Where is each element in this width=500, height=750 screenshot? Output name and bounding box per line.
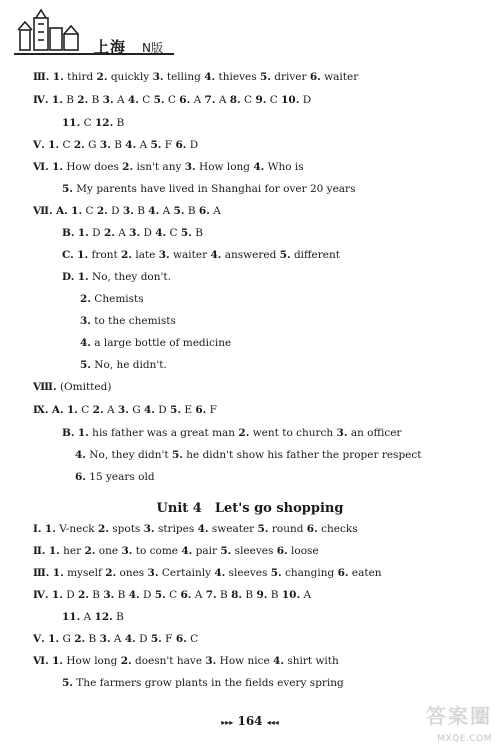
answer-text: B <box>191 227 203 239</box>
answer-text: (Omitted) <box>56 381 112 393</box>
answer-number: 4. <box>214 567 226 579</box>
answer-number: 2. <box>238 427 250 439</box>
answer-line <box>62 270 171 284</box>
answer-text: D <box>139 589 155 601</box>
answer-text: myself <box>63 567 106 579</box>
answer-text: Who is <box>264 161 304 173</box>
answer-number: 2. <box>77 94 89 106</box>
answer-text: E <box>180 404 196 416</box>
answer-line <box>80 336 231 350</box>
answer-number: 3. <box>99 633 111 645</box>
answer-number: 2. <box>80 293 91 305</box>
answer-text: D <box>88 227 104 239</box>
answer-text: A <box>80 611 95 623</box>
answer-number: 2. <box>97 523 109 535</box>
answer-text: D <box>154 404 171 416</box>
answer-text: G <box>128 404 144 416</box>
answer-text: G <box>84 139 100 151</box>
answer-number: 2. <box>121 249 132 261</box>
answer-text: sleeves <box>225 567 271 579</box>
answer-number: 1. <box>77 249 89 261</box>
answer-text: waiter <box>320 71 359 83</box>
answer-text: D <box>186 139 199 151</box>
answer-text: her <box>59 545 85 557</box>
answer-number: 1. <box>77 227 89 239</box>
answer-text: My parents have lived in Shanghai for over 20 years <box>72 183 356 195</box>
answer-number: Ⅵ. <box>33 161 49 173</box>
answer-text: to come <box>132 545 182 557</box>
answer-text: waiter <box>169 249 211 261</box>
answer-line <box>33 93 311 107</box>
answer-number: 2. <box>96 71 108 83</box>
answer-number: 7. <box>205 589 217 601</box>
answer-number: Ⅲ. <box>33 71 50 83</box>
answer-text: How does <box>63 161 123 173</box>
answer-number: 5. <box>259 71 271 83</box>
answer-number: 5. <box>170 404 181 416</box>
answer-number: 3. <box>122 205 134 217</box>
answer-number: 5. <box>173 205 185 217</box>
answer-line <box>33 654 339 668</box>
answer-text: C <box>80 117 95 129</box>
answer-text: A <box>191 589 206 601</box>
answer-number: 12. <box>95 117 114 129</box>
answer-line <box>33 588 311 602</box>
answer-number: 9. <box>256 589 268 601</box>
answer-number: 2. <box>120 655 132 667</box>
watermark-url: MXQE.COM <box>437 734 492 744</box>
answer-number: 3. <box>129 227 141 239</box>
answer-number: 6. <box>306 523 318 535</box>
answer-text: C <box>186 633 199 645</box>
answer-number: 3. <box>152 71 164 83</box>
answer-number: 5. <box>257 523 269 535</box>
answer-text: C <box>138 94 154 106</box>
answer-line <box>33 632 198 646</box>
answer-number: 1. <box>71 205 83 217</box>
answer-line <box>33 566 382 580</box>
answer-number: 4. <box>127 94 139 106</box>
answer-text: V-neck <box>55 523 98 535</box>
answer-line <box>62 426 401 440</box>
answer-line <box>33 380 111 394</box>
answer-line <box>33 138 198 152</box>
answer-text: round <box>268 523 307 535</box>
answer-number: 6. <box>179 94 191 106</box>
answer-text: Chemists <box>90 293 144 305</box>
answer-number: A. <box>51 404 64 416</box>
answer-number: 9. <box>255 94 267 106</box>
answer-number: 6. <box>175 633 187 645</box>
answer-number: 3. <box>117 404 129 416</box>
answer-number: 6. <box>276 545 288 557</box>
answer-text: B <box>216 589 232 601</box>
answer-text: changing <box>281 567 338 579</box>
answer-text: eaten <box>348 567 382 579</box>
answer-text: A <box>110 633 125 645</box>
answer-text: B <box>88 589 104 601</box>
answer-number: 5. <box>62 677 73 689</box>
answer-number: 3. <box>184 161 196 173</box>
answer-number: 1. <box>48 139 60 151</box>
answer-text: went to church <box>249 427 337 439</box>
answer-number: Ⅸ. <box>33 404 49 416</box>
answer-number: 6. <box>175 139 187 151</box>
answer-text: A <box>190 94 205 106</box>
answer-number: 5. <box>62 183 73 195</box>
answer-number: 8. <box>229 94 241 106</box>
answer-line <box>33 522 358 536</box>
answer-text: A <box>136 139 151 151</box>
answer-text: C <box>266 94 282 106</box>
answer-text: an officer <box>347 427 402 439</box>
answer-number: 3. <box>121 545 133 557</box>
answer-number: Ⅲ. <box>33 567 50 579</box>
answer-text: shirt with <box>284 655 339 667</box>
answer-number: 1. <box>77 427 89 439</box>
answer-text: B <box>267 589 282 601</box>
answer-number: 2. <box>77 589 89 601</box>
footer-arrows-left: ▸▸▸ <box>221 718 234 727</box>
answer-text: sweater <box>208 523 258 535</box>
answer-text: stripes <box>154 523 198 535</box>
answer-text: he didn't show his father the proper respect <box>182 449 422 461</box>
answer-text: No, they don't. <box>88 271 171 283</box>
answer-number: Ⅴ. <box>33 633 45 645</box>
answer-text: The farmers grow plants in the fields every spring <box>72 677 344 689</box>
answer-text: A <box>300 589 312 601</box>
answer-number: 3. <box>143 523 155 535</box>
answer-text: different <box>290 249 340 261</box>
answer-text: his father was a great man <box>88 427 239 439</box>
answer-text: Certainly <box>158 567 215 579</box>
answer-text: B <box>113 117 125 129</box>
answer-text: C <box>59 139 74 151</box>
answer-number: 2. <box>122 161 134 173</box>
answer-text: B <box>110 139 126 151</box>
answer-number: 4. <box>204 71 216 83</box>
answer-line <box>62 116 124 130</box>
answer-number: 8. <box>231 589 243 601</box>
answer-number: 3. <box>103 589 115 601</box>
answer-number: 4. <box>197 523 209 535</box>
answer-line <box>62 248 340 262</box>
answer-number: Ⅵ. <box>33 655 49 667</box>
answer-number: 4. <box>128 589 140 601</box>
answer-number: 5. <box>171 449 183 461</box>
watermark <box>416 700 494 744</box>
answer-text: doesn't have <box>131 655 206 667</box>
answer-text: A <box>114 227 130 239</box>
answer-number: 4. <box>75 449 86 461</box>
answer-text: ones <box>116 567 148 579</box>
answer-text: C <box>165 589 181 601</box>
answer-text: one <box>95 545 122 557</box>
answer-number: 3. <box>147 567 159 579</box>
answer-number: Ⅱ. <box>33 545 46 557</box>
answer-number: 5. <box>220 545 232 557</box>
answer-text: How long <box>63 655 121 667</box>
answer-text: A <box>103 404 118 416</box>
answer-number: 3. <box>158 249 170 261</box>
answer-number: 2. <box>92 404 104 416</box>
answer-text: No, they didn't <box>85 449 172 461</box>
answer-number: 5. <box>150 633 162 645</box>
answer-number: 5. <box>150 139 162 151</box>
answer-line <box>75 448 421 462</box>
answer-line <box>62 226 203 240</box>
answer-number: 10. <box>281 94 300 106</box>
answer-number: 1. <box>51 94 63 106</box>
answer-text: A <box>159 205 174 217</box>
answer-number: 6. <box>337 567 349 579</box>
answer-number: Ⅴ. <box>33 139 45 151</box>
answer-text: B <box>114 589 129 601</box>
answer-number: 4. <box>253 161 265 173</box>
answer-number: 2. <box>74 633 86 645</box>
answer-number: 4. <box>124 633 136 645</box>
answer-number: 11. <box>62 611 81 623</box>
page-number: 164 <box>237 714 263 728</box>
answer-text: quickly <box>107 71 153 83</box>
answer-text: third <box>63 71 97 83</box>
answer-text: D <box>299 94 312 106</box>
answer-number: 3. <box>205 655 217 667</box>
answer-text: B <box>242 589 257 601</box>
answer-text: C <box>166 227 181 239</box>
answer-number: C. <box>62 249 74 261</box>
answer-text: pair <box>192 545 221 557</box>
answer-number: 3. <box>336 427 348 439</box>
unit-title: Unit 4 Let's go shopping <box>156 501 344 516</box>
answer-text: sleeves <box>231 545 277 557</box>
answer-number: 4. <box>125 139 137 151</box>
answer-text: isn't any <box>133 161 185 173</box>
answer-line <box>80 358 167 372</box>
answer-text: B <box>85 633 100 645</box>
answer-number: 3. <box>80 315 91 327</box>
answer-line <box>75 470 155 484</box>
answer-line <box>80 292 144 306</box>
answer-number: 1. <box>77 271 89 283</box>
answer-text: late <box>132 249 159 261</box>
answer-number: Ⅳ. <box>33 94 49 106</box>
answer-number: 6. <box>309 71 321 83</box>
answer-number: 1. <box>48 633 60 645</box>
answer-text: answered <box>221 249 280 261</box>
answer-line <box>33 403 217 417</box>
answer-text: B <box>112 611 124 623</box>
answer-text: F <box>161 633 176 645</box>
answer-number: 5. <box>80 359 91 371</box>
answer-number: 5. <box>279 249 291 261</box>
answer-number: Ⅳ. <box>33 589 49 601</box>
answer-number: 12. <box>94 611 113 623</box>
answer-text: spots <box>108 523 144 535</box>
watermark-logo: 答案圈 <box>426 704 492 728</box>
answer-text: D <box>62 589 78 601</box>
answer-number: 5. <box>154 589 166 601</box>
answer-text: How nice <box>216 655 274 667</box>
answer-number: A. <box>56 205 68 217</box>
answer-line <box>33 544 319 558</box>
answer-number: 4. <box>155 227 167 239</box>
answer-number: 1. <box>66 404 78 416</box>
answer-text: B <box>184 205 199 217</box>
answer-number: 6. <box>195 404 207 416</box>
answer-text: checks <box>317 523 358 535</box>
answer-text: F <box>161 139 176 151</box>
answer-text: G <box>59 633 75 645</box>
answer-text: B <box>62 94 78 106</box>
answer-number: 7. <box>204 94 216 106</box>
answer-text: a large bottle of medicine <box>90 337 232 349</box>
answer-number: Ⅰ. <box>33 523 42 535</box>
answer-text: thieves <box>215 71 260 83</box>
answer-number: 5. <box>153 94 165 106</box>
page-header <box>14 4 194 60</box>
answer-number: 2. <box>84 545 96 557</box>
answer-number: 1. <box>44 523 56 535</box>
answer-text: A <box>209 205 221 217</box>
answer-number: 11. <box>62 117 81 129</box>
answer-line <box>33 204 221 218</box>
answer-number: 2. <box>73 139 85 151</box>
answer-number: 1. <box>52 567 64 579</box>
answer-text: D <box>140 227 156 239</box>
answer-text: C <box>77 404 93 416</box>
answer-number: 4. <box>80 337 91 349</box>
answer-number: 4. <box>143 404 155 416</box>
answer-text: C <box>82 205 97 217</box>
answer-text: C <box>164 94 180 106</box>
header-edition: N版 <box>142 41 163 55</box>
answer-number: 1. <box>52 71 64 83</box>
answer-number: 1. <box>48 545 60 557</box>
answer-line <box>62 676 344 690</box>
answer-number: 4. <box>273 655 285 667</box>
answer-text: D <box>135 633 151 645</box>
answer-number: 6. <box>180 589 192 601</box>
answer-number: 2. <box>96 205 108 217</box>
answer-text: D <box>107 205 123 217</box>
answer-line <box>62 610 124 624</box>
answer-number: 4. <box>210 249 222 261</box>
answer-number: 4. <box>181 545 193 557</box>
answer-text: loose <box>287 545 319 557</box>
header-title: 上海 <box>94 38 127 56</box>
answer-text: A <box>113 94 128 106</box>
answer-number: Ⅷ. <box>33 381 57 393</box>
answer-text: driver <box>270 71 310 83</box>
answer-number: 3. <box>102 94 114 106</box>
answer-number: 1. <box>51 589 63 601</box>
answer-number: 3. <box>99 139 111 151</box>
answer-text: C <box>240 94 256 106</box>
answer-line <box>33 70 358 84</box>
answer-number: 4. <box>148 205 160 217</box>
answer-number: 1. <box>52 655 64 667</box>
answer-number: 6. <box>75 471 86 483</box>
answer-text: to the chemists <box>90 315 176 327</box>
answer-number: D. <box>62 271 75 283</box>
answer-number: 5. <box>270 567 282 579</box>
answer-number: 5. <box>180 227 192 239</box>
answer-text: How long <box>195 161 254 173</box>
answer-number: 2. <box>103 227 115 239</box>
answer-text: 15 years old <box>85 471 155 483</box>
answer-number: 2. <box>105 567 117 579</box>
answer-line <box>80 314 176 328</box>
answer-text: F <box>206 404 217 416</box>
answer-number: 6. <box>198 205 210 217</box>
answer-text: telling <box>163 71 205 83</box>
answer-text: front <box>88 249 122 261</box>
answer-text: A <box>215 94 230 106</box>
answer-number: 1. <box>52 161 64 173</box>
footer-arrows-right: ◂◂◂ <box>266 718 279 727</box>
answer-number: 10. <box>281 589 301 601</box>
answer-text: No, he didn't. <box>90 359 167 371</box>
answer-number: B. <box>62 427 75 439</box>
answer-number: B. <box>62 227 75 239</box>
answer-line <box>33 160 304 174</box>
answer-text: B <box>88 94 103 106</box>
answer-line <box>62 182 355 196</box>
answer-text: B <box>133 205 149 217</box>
answer-number: Ⅶ. <box>33 205 53 217</box>
